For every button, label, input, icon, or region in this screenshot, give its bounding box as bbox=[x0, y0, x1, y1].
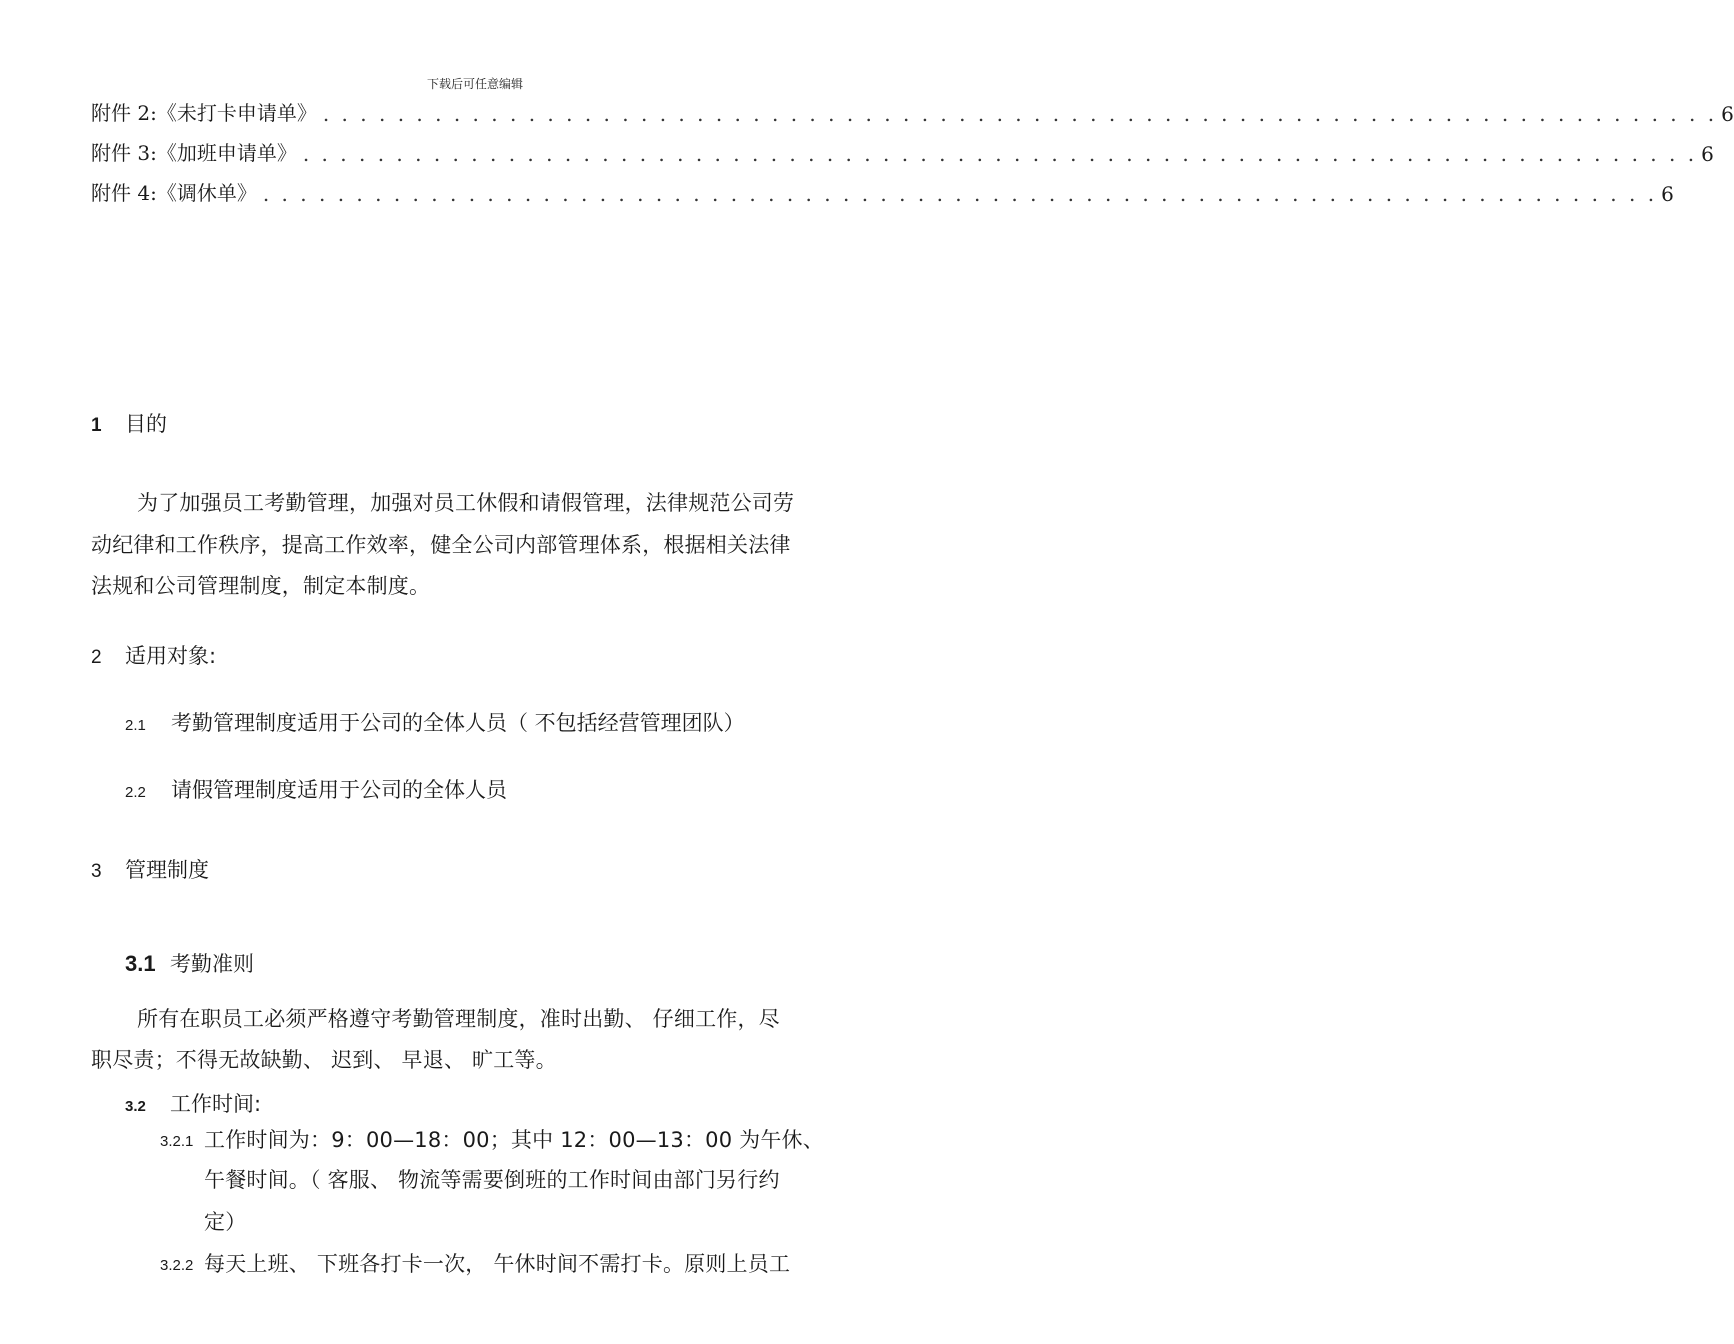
subsection-title: 考勤准则 bbox=[170, 952, 254, 976]
paragraph-line: 定） bbox=[204, 1210, 247, 1234]
item-number: 3.2.1 bbox=[160, 1133, 194, 1150]
subsection-item bbox=[125, 774, 507, 804]
item-number: 2.1 bbox=[125, 717, 146, 734]
toc-entry-page: 6 bbox=[1701, 142, 1714, 166]
section-3-heading bbox=[91, 854, 209, 884]
toc-entry-label: 附件 3:《加班申请单》 bbox=[91, 141, 297, 165]
paragraph-line: 午餐时间。（ 客服、 物流等需要倒班的工作时间由部门另行约 bbox=[204, 1168, 780, 1192]
item-number: 2.2 bbox=[125, 784, 146, 801]
paragraph-line: 每天上班、 下班各打卡一次， 午休时间不需打卡。原则上员工 bbox=[204, 1252, 791, 1276]
toc-entry-page: 6 bbox=[1661, 182, 1674, 206]
item-text: 请假管理制度适用于公司的全体人员 bbox=[171, 778, 507, 802]
section-title: 管理制度 bbox=[125, 858, 209, 882]
toc-entry-label: 附件 2:《未打卡申请单》 bbox=[91, 101, 317, 125]
toc-entry[interactable] bbox=[91, 138, 1714, 166]
toc-leader-dots: . . . . . . . . . . . . . . . . . . . . . . . . . . . . . . . . . . . . . . . . . . . . . . . . . . . . . . . . . . . . . . . . . . . . . . . . . . . bbox=[302, 142, 1698, 166]
toc-leader-dots: . . . . . . . . . . . . . . . . . . . . . . . . . . . . . . . . . . . . . . . . . . . . . . . . . . . . . . . . . . . . . . . . . . . . . . . . . . . bbox=[322, 102, 1718, 126]
item-number: 3.2.2 bbox=[160, 1257, 194, 1274]
toc-entry[interactable] bbox=[91, 98, 1734, 126]
toc-entry[interactable] bbox=[91, 178, 1674, 206]
subsection-number: 3.1 bbox=[125, 951, 156, 976]
paragraph-line: 为了加强员工考勤管理，加强对员工休假和请假管理，法律规范公司劳 bbox=[137, 491, 795, 515]
paragraph-line: 动纪律和工作秩序，提高工作效率，健全公司内部管理体系，根据相关法律 bbox=[91, 533, 791, 557]
section-title: 适用对象: bbox=[125, 644, 217, 668]
section-number: 1 bbox=[91, 415, 102, 436]
toc-entry-label: 附件 4:《调休单》 bbox=[91, 181, 257, 205]
paragraph-line: 法规和公司管理制度，制定本制度。 bbox=[91, 574, 431, 598]
item-text: 考勤管理制度适用于公司的全体人员（ 不包括经营管理团队） bbox=[171, 711, 745, 735]
paragraph-line: 工作时间为：9：00—18：00；其中 12：00—13：00 为午休、 bbox=[204, 1128, 824, 1152]
section-2-heading bbox=[91, 640, 216, 670]
section-number: 2 bbox=[91, 647, 102, 668]
section-number: 3 bbox=[91, 861, 102, 882]
section-title: 目的 bbox=[125, 412, 167, 436]
subsection-item bbox=[125, 707, 745, 737]
toc-leader-dots: . . . . . . . . . . . . . . . . . . . . . . . . . . . . . . . . . . . . . . . . . . . . . . . . . . . . . . . . . . . . . . . . . . . . . . . . . . . bbox=[262, 182, 1658, 206]
subsection-number: 3.2 bbox=[125, 1098, 146, 1115]
section-1-heading bbox=[91, 408, 167, 438]
subsection-3-1-heading bbox=[125, 948, 254, 978]
header-watermark: 下载后可任意编辑 bbox=[426, 77, 523, 91]
paragraph-line: 职尽责；不得无故缺勤、 迟到、 早退、 旷工等。 bbox=[91, 1048, 557, 1072]
paragraph-line: 所有在职员工必须严格遵守考勤管理制度，准时出勤、 仔细工作，尽 bbox=[137, 1007, 780, 1031]
subsection-title: 工作时间: bbox=[170, 1092, 262, 1116]
toc-entry-page: 6 bbox=[1721, 102, 1734, 126]
subsection-3-2-heading bbox=[125, 1088, 261, 1118]
